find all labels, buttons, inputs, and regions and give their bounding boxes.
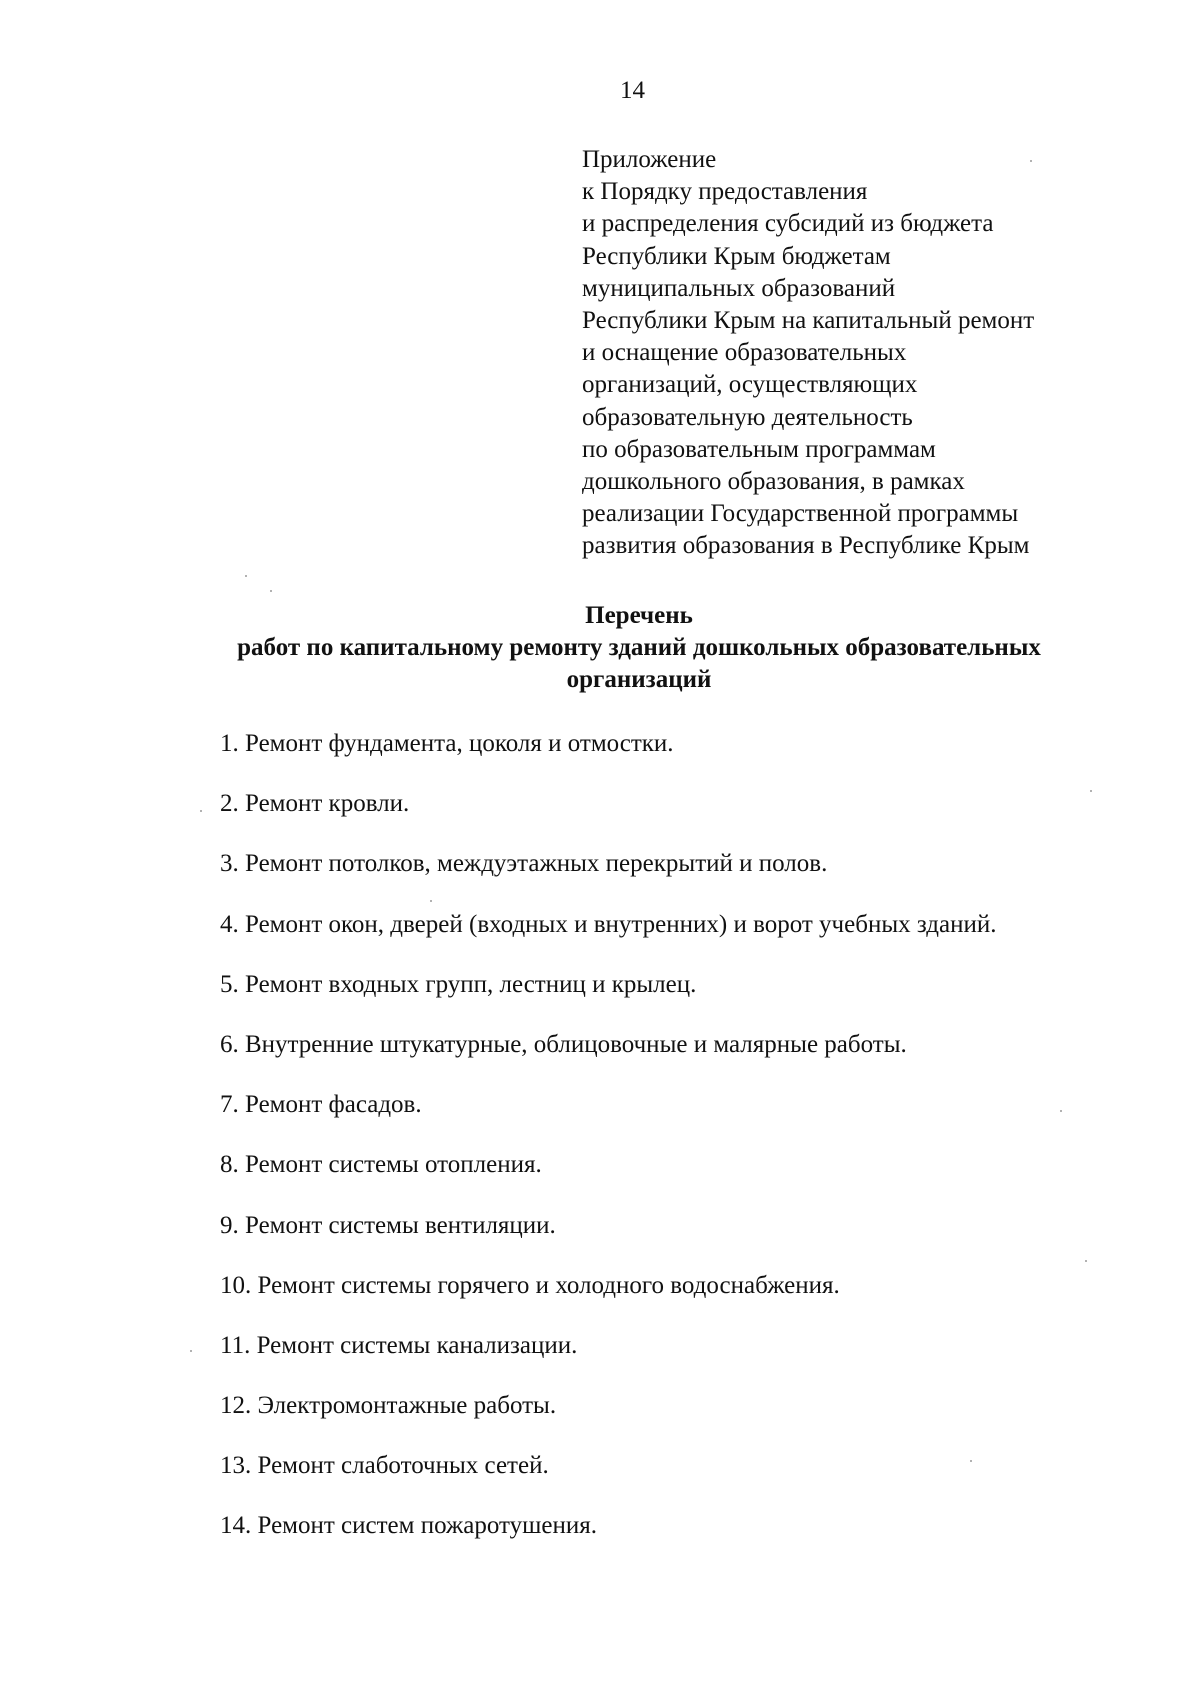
appendix-line: Приложение — [582, 146, 717, 173]
scan-speck — [1060, 1110, 1062, 1112]
appendix-line: дошкольного образования, в рамках — [582, 468, 965, 496]
list-item: 2. Ремонт кровли. — [220, 790, 410, 818]
list-item: 6. Внутренние штукатурные, облицовочные и малярные работы. — [220, 1030, 907, 1058]
title-subtitle-line-1: работ по капитальному ремонту зданий дошкольных образовательных — [237, 634, 1041, 661]
list-item: 10. Ремонт системы горячего и холодного водоснабжения. — [220, 1271, 840, 1299]
appendix-line: по образовательным программам — [582, 435, 936, 463]
list-item: 12. Электромонтажные работы. — [220, 1392, 557, 1420]
list-item: 5. Ремонт входных групп, лестниц и крылец. — [220, 970, 697, 998]
list-item: 11. Ремонт системы канализации. — [220, 1331, 578, 1359]
title-subtitle-line-2: организаций — [566, 666, 712, 693]
works-list — [220, 728, 1140, 1571]
scan-speck — [1090, 790, 1092, 792]
appendix-line: образовательную деятельность — [582, 403, 913, 431]
scan-speck — [270, 590, 272, 592]
appendix-line: развития образования в Республике Крым — [582, 532, 1030, 560]
appendix-line: к Порядку предоставления — [582, 178, 868, 206]
appendix-line: организаций, осуществляющих — [582, 371, 918, 399]
appendix-line: муниципальных образований — [582, 274, 896, 302]
title-heading: Перечень — [585, 602, 693, 629]
list-item: 7. Ремонт фасадов. — [220, 1091, 422, 1119]
scan-speck — [1030, 160, 1032, 162]
scan-speck — [200, 810, 202, 812]
scan-speck — [190, 1350, 192, 1352]
list-item: 8. Ремонт системы отопления. — [220, 1151, 542, 1179]
list-item: 3. Ремонт потолков, междуэтажных перекрытий и полов. — [220, 850, 828, 878]
appendix-line: Республики Крым на капитальный ремонт — [582, 307, 1035, 335]
appendix-line: Республики Крым бюджетам — [582, 242, 891, 270]
list-item: 1. Ремонт фундамента, цоколя и отмостки. — [220, 730, 674, 757]
document-title — [150, 600, 1128, 696]
scan-speck — [430, 900, 432, 902]
appendix-line: и распределения субсидий из бюджета — [582, 210, 994, 238]
list-item: 9. Ремонт системы вентиляции. — [220, 1211, 556, 1239]
scan-speck — [245, 575, 247, 577]
page-number: 14 — [620, 77, 645, 104]
list-item: 13. Ремонт слаботочных сетей. — [220, 1452, 549, 1480]
list-item: 14. Ремонт систем пожаротушения. — [220, 1512, 597, 1540]
scan-speck — [1085, 1260, 1087, 1262]
appendix-note — [582, 144, 1142, 563]
appendix-line: реализации Государственной программы — [582, 500, 1019, 528]
list-item: 4. Ремонт окон, дверей (входных и внутренних) и ворот учебных зданий. — [220, 910, 997, 938]
scan-speck — [970, 1460, 972, 1462]
appendix-line: и оснащение образовательных — [582, 339, 907, 367]
